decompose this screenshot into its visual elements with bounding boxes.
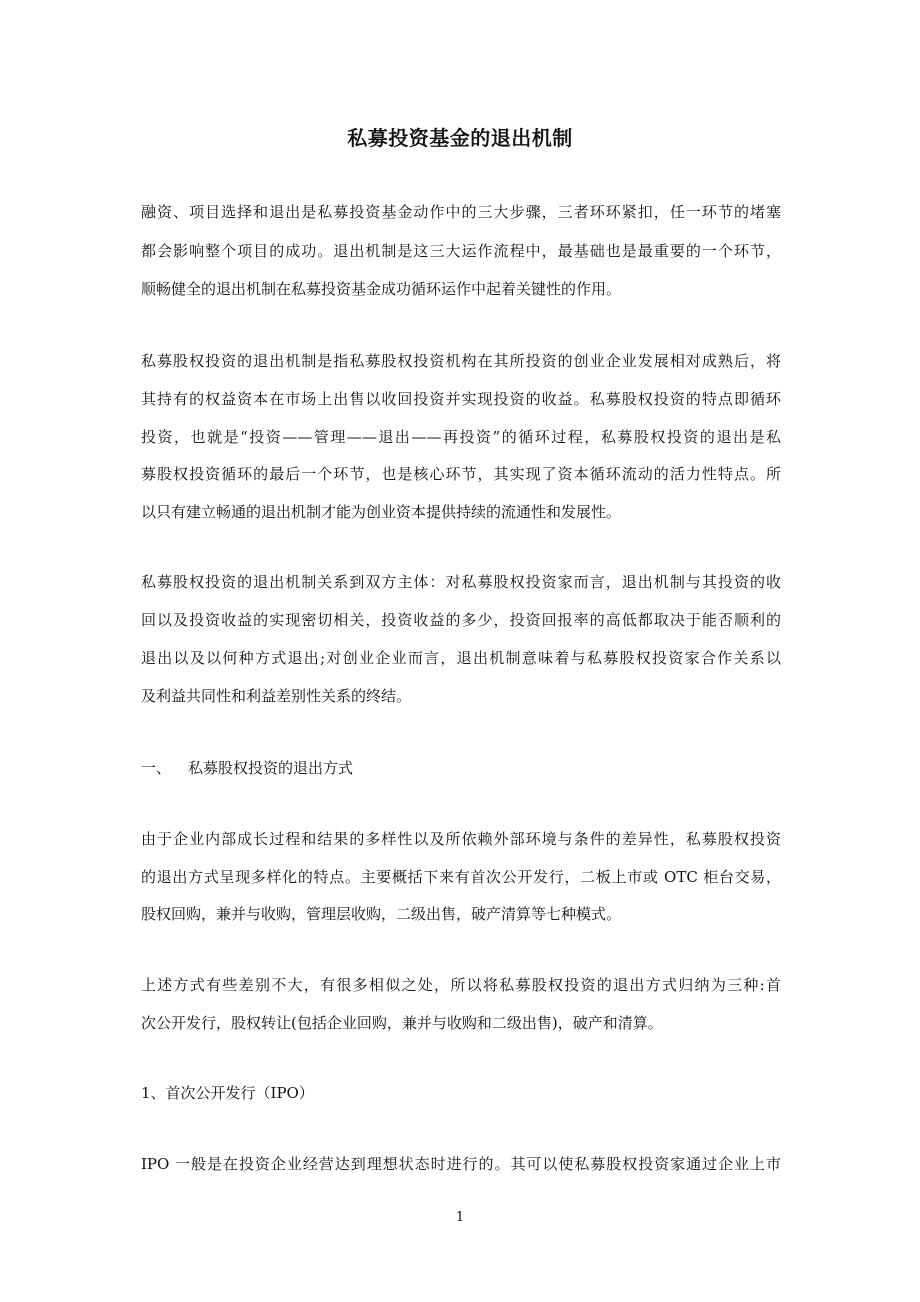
paragraph-line: 其持有的权益资本在市场上出售以收回投资并实现投资的收益。私募股权投资的特点即循环 — [141, 390, 781, 408]
section-heading-text: 私募股权投资的退出方式 — [188, 759, 354, 777]
paragraph-line: 私募股权投资的退出机制是指私募股权投资机构在其所投资的创业企业发展相对成熟后，将 — [141, 352, 781, 370]
paragraph-line: 投资，也就是“投资——管理——退出——再投资”的循环过程，私募股权投资的退出是私 — [141, 428, 781, 446]
paragraph-line: IPO 一般是在投资企业经营达到理想状态时进行的。其可以使私募股权投资家通过企业上市 — [141, 1155, 781, 1173]
paragraph-line: 上述方式有些差别不大，有很多相似之处，所以将私募股权投资的退出方式归纳为三种:首 — [141, 976, 781, 994]
paragraph-line: 的退出方式呈现多样化的特点。主要概括下来有首次公开发行，二板上市或 OTC 柜台交易， — [141, 868, 781, 886]
paragraph-line: 退出以及以何种方式退出;对创业企业而言，退出机制意味着与私募股权投资家合作关系以 — [141, 649, 781, 667]
section-heading — [141, 758, 353, 778]
paragraph-line: 顺畅健全的退出机制在私募投资基金成功循环运作中起着关键性的作用。 — [141, 280, 622, 298]
section-number: 一、 — [141, 759, 172, 777]
paragraph-line: 募股权投资循环的最后一个环节，也是核心环节，其实现了资本循环流动的活力性特点。所 — [141, 465, 781, 483]
paragraph-line: 都会影响整个项目的成功。退出机制是这三大运作流程中，最基础也是最重要的一个环节， — [141, 242, 781, 260]
document-title: 私募投资基金的退出机制 — [347, 126, 573, 150]
paragraph-line: 以只有建立畅通的退出机制才能为创业资本提供持续的流通性和发展性。 — [141, 503, 622, 521]
paragraph-line: 私募股权投资的退出机制关系到双方主体：对私募股权投资家而言，退出机制与其投资的收 — [141, 573, 781, 591]
paragraph-line: 融资、项目选择和退出是私募投资基金动作中的三大步骤，三者环环紧扣，任一环节的堵塞 — [141, 203, 781, 221]
paragraph-line: 及利益共同性和利益差别性关系的终结。 — [141, 687, 412, 705]
paragraph-line: 次公开发行，股权转让(包括企业回购，兼并与收购和二级出售)，破产和清算。 — [141, 1014, 663, 1032]
subsection-heading: 1、首次公开发行（IPO） — [141, 1084, 314, 1102]
paragraph-line: 由于企业内部成长过程和结果的多样性以及所依赖外部环境与条件的差异性，私募股权投资 — [141, 830, 781, 848]
page-number: 1 — [455, 1210, 465, 1225]
paragraph-line: 回以及投资收益的实现密切相关，投资收益的多少，投资回报率的高低都取决于能否顺利的 — [141, 611, 781, 629]
paragraph-line: 股权回购，兼并与收购，管理层收购，二级出售，破产清算等七种模式。 — [141, 905, 622, 923]
